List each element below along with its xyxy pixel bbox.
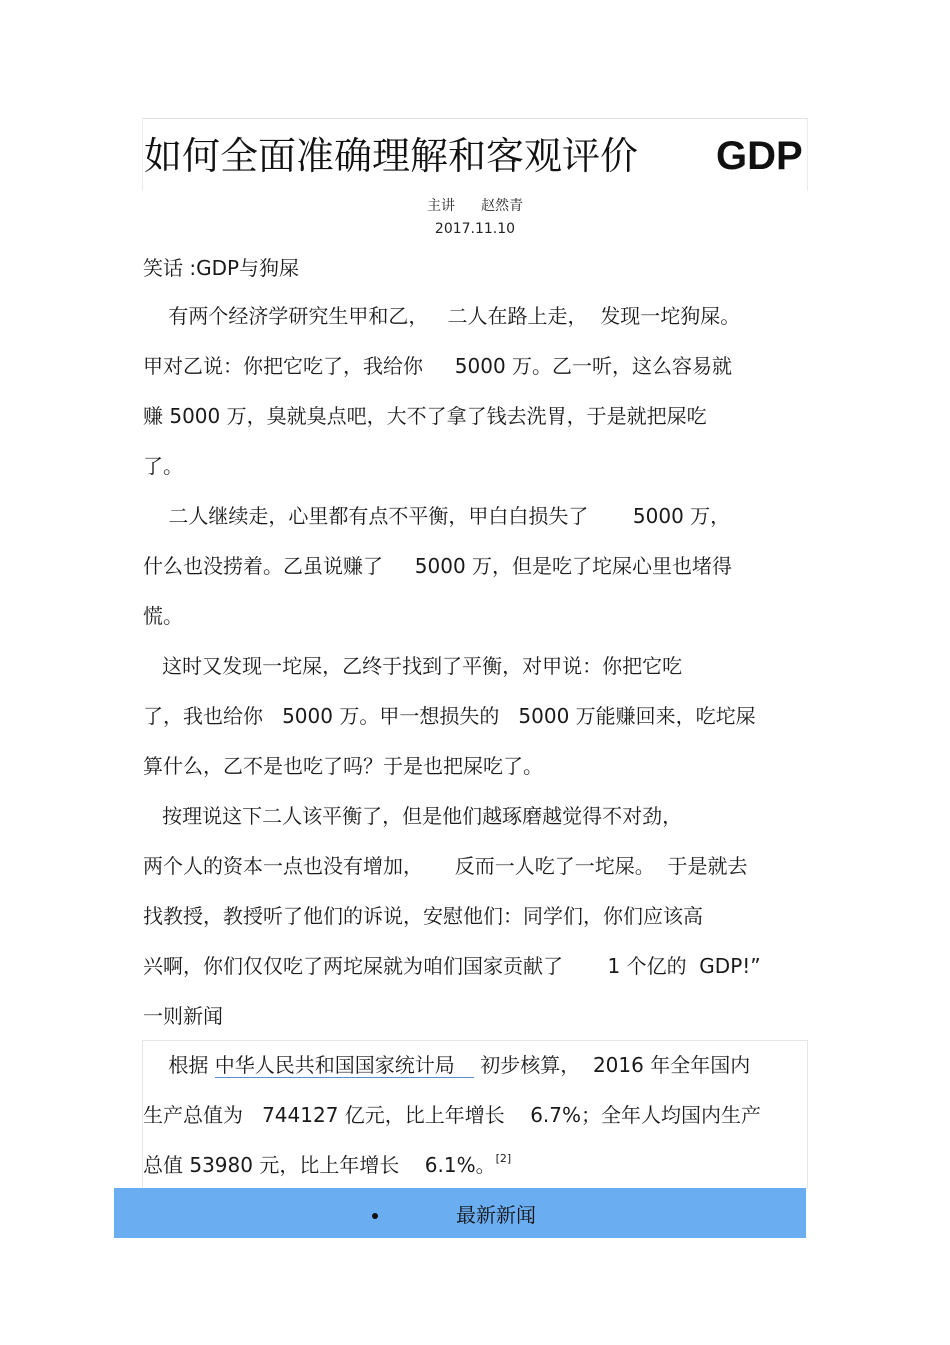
nbs-link[interactable]: 中华人民共和国国家统计局 <box>214 1053 474 1077</box>
document-title: 如何全面准确理解和客观评价 <box>144 134 639 178</box>
presenter-label: 主讲 <box>427 198 455 214</box>
byline-date: 2017.11.10 <box>434 221 516 237</box>
joke-line: 两个人的资本一点也没有增加， 反而一人吃了一坨屎。 于是就去 <box>143 854 748 878</box>
joke-heading: 笑话 :GDP与狗屎 <box>143 256 300 280</box>
byline-presenter <box>0 195 950 215</box>
joke-line: 找教授，教授听了他们的诉说，安慰他们：同学们，你们应该高 <box>143 904 703 928</box>
news-heading: 一则新闻 <box>143 1004 223 1028</box>
news-line-1-suffix: 初步核算， 2016 年全年国内 <box>473 1053 751 1077</box>
news-line-2: 生产总值为 744127 亿元，比上年增长 6.7%；全年人均国内生产 <box>143 1103 762 1127</box>
news-line-1-prefix: 根据 <box>143 1053 215 1077</box>
joke-line: 什么也没捞着。乙虽说赚了 5000 万，但是吃了坨屎心里也堵得 <box>143 554 733 578</box>
joke-line: 二人继续走，心里都有点不平衡，甲白白损失了 5000 万， <box>143 504 731 528</box>
footnote-ref[interactable]: [2] <box>495 1152 512 1165</box>
presenter-name: 赵然青 <box>481 198 523 214</box>
news-line-3-text: 总值 53980 元，比上年增长 6.1%。 <box>143 1153 496 1177</box>
joke-line: 这时又发现一坨屎，乙终于找到了平衡，对甲说：你把它吃 <box>143 654 683 678</box>
joke-line: 赚 5000 万，臭就臭点吧，大不了拿了钱去洗胃，于是就把屎吃 <box>143 404 707 428</box>
joke-line: 按理说这下二人该平衡了，但是他们越琢磨越觉得不对劲， <box>143 804 683 828</box>
joke-line: 有两个经济学研究生甲和乙， 二人在路上走， 发现一坨狗屎。 <box>143 304 741 328</box>
joke-line: 算什么，乙不是也吃了吗？于是也把屎吃了。 <box>143 754 543 778</box>
joke-line: 兴啊，你们仅仅吃了两坨屎就为咱们国家贡献了 1 个亿的 GDP!” <box>143 954 761 978</box>
bullet-icon <box>372 1213 378 1219</box>
joke-line: 慌。 <box>143 604 183 628</box>
joke-line: 了，我也给你 5000 万。甲一想损失的 5000 万能赚回来，吃坨屎 <box>143 704 756 728</box>
news-line-3 <box>143 1151 511 1179</box>
joke-line: 甲对乙说：你把它吃了，我给你 5000 万。乙一听，这么容易就 <box>143 354 733 378</box>
news-line-1 <box>143 1051 750 1079</box>
latest-news-label[interactable]: 最新新闻 <box>456 1203 536 1227</box>
joke-line: 了。 <box>143 454 183 478</box>
document-title-gdp: GDP <box>716 134 803 178</box>
